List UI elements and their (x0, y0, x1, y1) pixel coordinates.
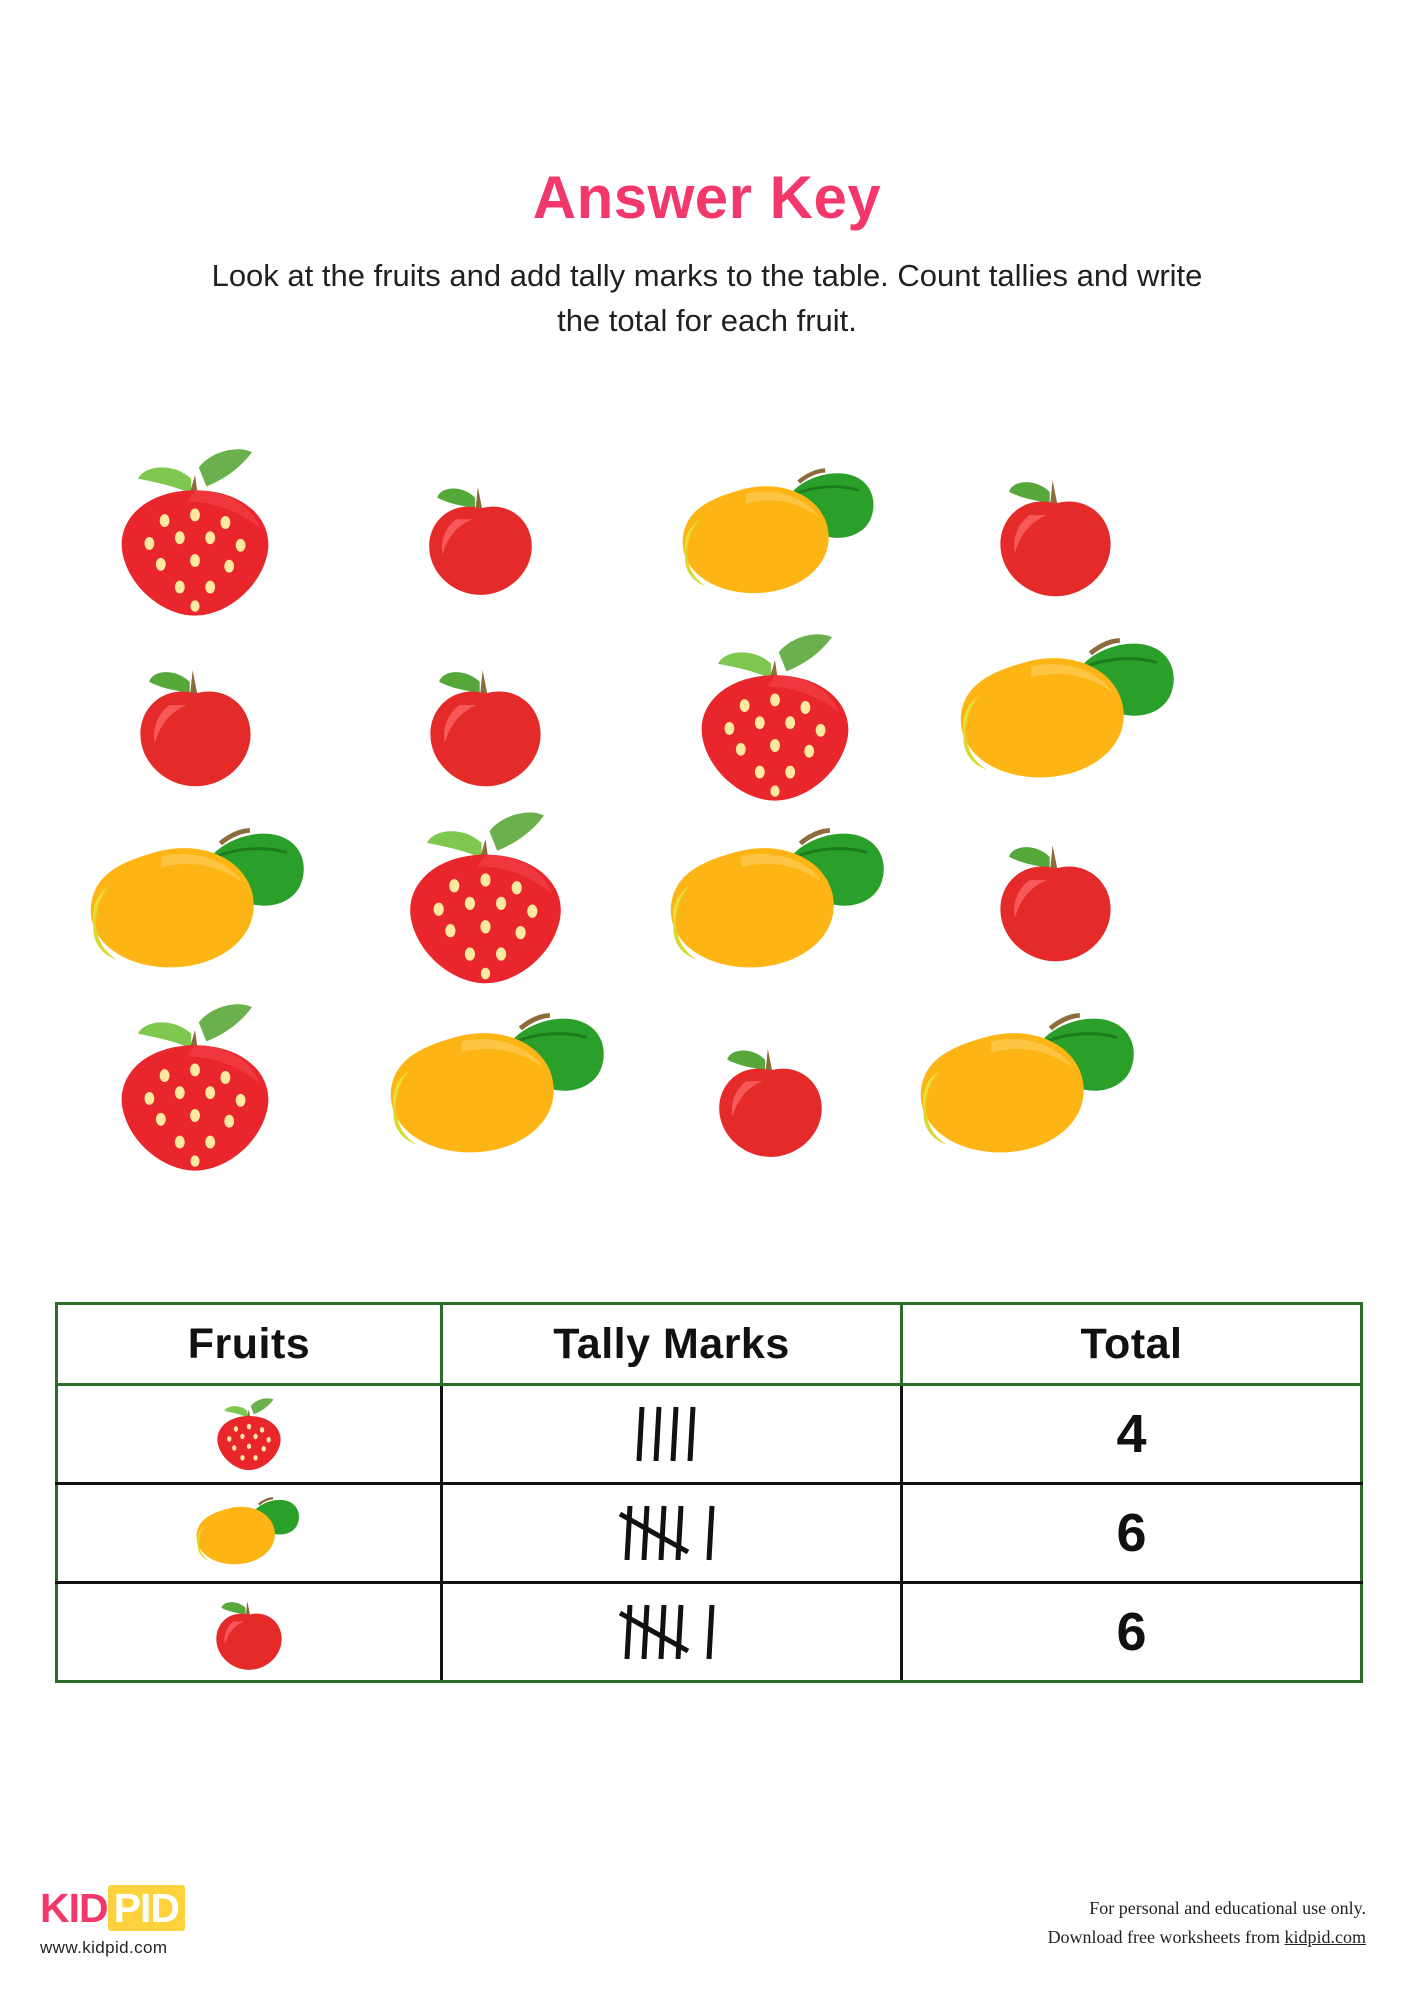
table-header-row (57, 1304, 1362, 1385)
fruit-item-apple (390, 450, 570, 620)
fruit-item-apple (390, 632, 580, 812)
fruit-item-mango (900, 987, 1160, 1187)
apple-icon (983, 460, 1128, 605)
fruit-item-mango (940, 612, 1200, 812)
mango-icon (660, 815, 900, 990)
fruit-item-strawberry (80, 982, 310, 1192)
footer-line-2 (1048, 1923, 1366, 1952)
fruit-item-apple (960, 807, 1150, 987)
row-fruit-mango (57, 1484, 442, 1583)
logo-kid-text: KID (40, 1885, 108, 1931)
logo-url: www.kidpid.com (40, 1938, 168, 1957)
apple-icon (413, 650, 558, 795)
fruit-item-apple (680, 1012, 860, 1182)
column-header-total: Total (902, 1304, 1362, 1385)
row-total-mango[interactable] (902, 1484, 1362, 1583)
footer-notice (1048, 1894, 1366, 1952)
mango-icon (673, 455, 888, 615)
table-row (57, 1385, 1362, 1484)
row-tally-marks-strawberry[interactable] (442, 1385, 902, 1484)
row-fruit-strawberry (57, 1385, 442, 1484)
mango-icon (950, 625, 1190, 800)
tally-marks-icon (602, 1498, 742, 1568)
apple-icon (206, 1589, 292, 1675)
mango-icon (380, 1000, 620, 1175)
row-fruit-apple (57, 1583, 442, 1682)
mango-icon (910, 1000, 1150, 1175)
row-tally-marks-mango[interactable] (442, 1484, 902, 1583)
column-header-fruits: Fruits (57, 1304, 442, 1385)
apple-icon (703, 1030, 838, 1165)
strawberry-icon (208, 1393, 290, 1475)
fruit-item-mango (650, 802, 910, 1002)
tally-marks-icon (612, 1399, 732, 1469)
logo-pid-text: PID (108, 1885, 185, 1931)
fruit-item-apple (100, 632, 290, 812)
fruit-item-strawberry (370, 792, 600, 1002)
apple-icon (983, 825, 1128, 970)
fruit-item-mango (70, 802, 330, 1002)
tally-marks-icon (602, 1597, 742, 1667)
total-value: 4 (1116, 1404, 1147, 1464)
mango-icon (189, 1493, 309, 1573)
logo-wordmark (40, 1885, 185, 1931)
fruit-grid (60, 432, 1360, 1282)
table-row (57, 1583, 1362, 1682)
instructions-text: Look at the fruits and add tally marks to the table. Count tallies and write the total for each fruit. (211, 258, 1203, 338)
fruit-item-mango (660, 450, 900, 620)
strawberry-icon (680, 622, 870, 812)
row-total-apple[interactable] (902, 1583, 1362, 1682)
fruit-item-strawberry (660, 612, 890, 822)
total-value: 6 (1116, 1503, 1147, 1563)
fruit-item-strawberry (80, 432, 310, 632)
mango-icon (80, 815, 320, 990)
fruit-item-apple (960, 442, 1150, 622)
row-tally-marks-apple[interactable] (442, 1583, 902, 1682)
apple-icon (123, 650, 268, 795)
row-total-strawberry[interactable] (902, 1385, 1362, 1484)
strawberry-icon (100, 437, 290, 627)
footer-line-2-prefix: Download free worksheets from (1047, 1927, 1285, 1948)
footer-line-1: For personal and educational use only. (1089, 1898, 1366, 1919)
fruit-item-mango (370, 987, 630, 1187)
kidpid-logo[interactable] (40, 1885, 185, 1958)
table-row (57, 1484, 1362, 1583)
tally-table (55, 1302, 1363, 1683)
strawberry-icon (100, 992, 290, 1182)
strawberry-icon (388, 800, 583, 995)
footer-kidpid-link[interactable]: kidpid.com (1284, 1927, 1366, 1948)
page-title: Answer Key (532, 164, 882, 231)
apple-icon (413, 468, 548, 603)
column-header-tally-marks: Tally Marks (442, 1304, 902, 1385)
total-value: 6 (1116, 1602, 1147, 1662)
